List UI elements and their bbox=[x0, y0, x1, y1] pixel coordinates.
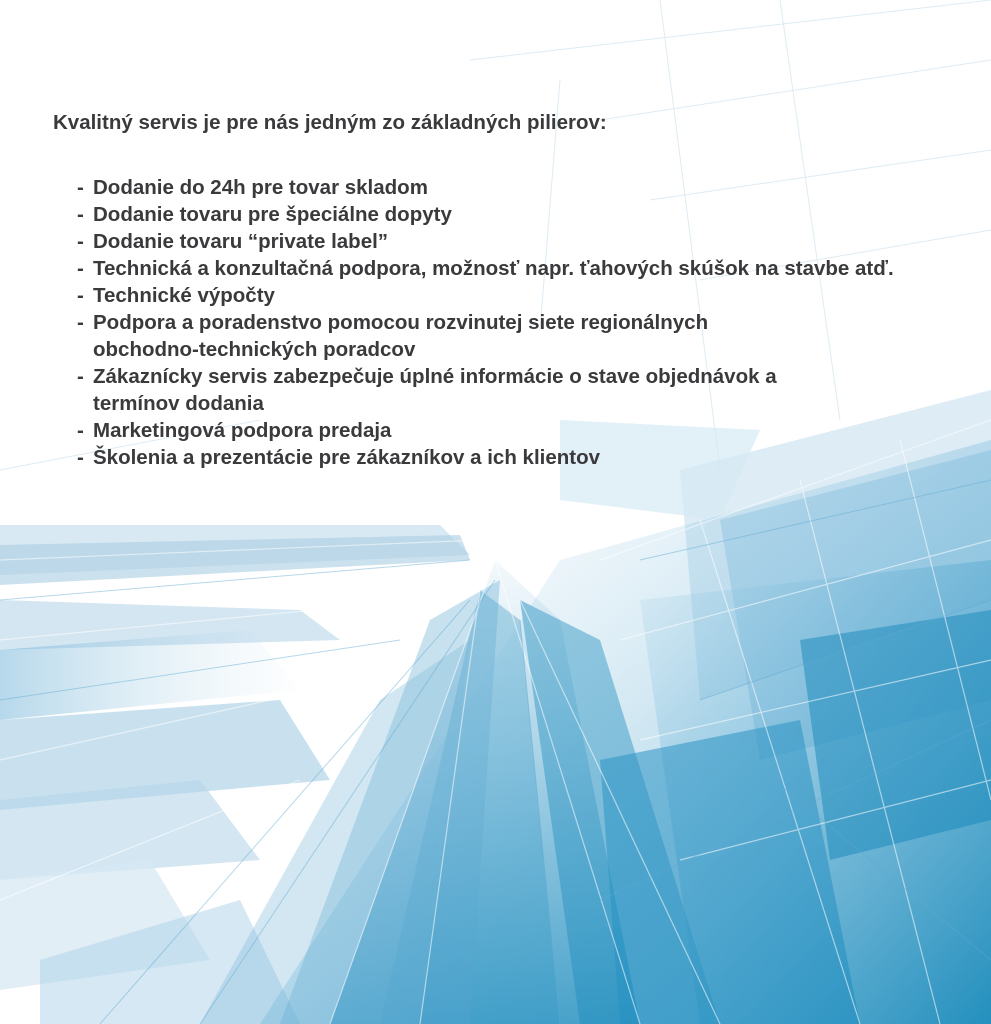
list-item-text: Školenia a prezentácie pre zákazníkov a ich klientov bbox=[93, 446, 601, 469]
list-item-text: Dodanie tovaru “private label” bbox=[93, 230, 389, 253]
intro-heading: Kvalitný servis je pre nás jedným zo základných pilierov: bbox=[53, 111, 607, 134]
bullet-dash: - bbox=[77, 419, 84, 442]
services-list bbox=[53, 174, 973, 471]
list-item bbox=[77, 174, 973, 201]
bullet-dash: - bbox=[77, 311, 84, 334]
bullet-dash: - bbox=[77, 446, 84, 469]
list-item bbox=[77, 255, 973, 282]
bullet-dash: - bbox=[77, 230, 84, 253]
list-item bbox=[77, 309, 973, 363]
service-text-block bbox=[53, 110, 973, 471]
list-item bbox=[77, 282, 973, 309]
list-item-text: Technická a konzultačná podpora, možnosť napr. ťahových skúšok na stavbe atď. bbox=[93, 257, 894, 280]
list-item bbox=[77, 417, 973, 444]
bullet-dash: - bbox=[77, 284, 84, 307]
list-item-text: Marketingová podpora predaja bbox=[93, 419, 392, 442]
bullet-dash: - bbox=[77, 176, 84, 199]
list-item-text: Zákaznícky servis zabezpečuje úplné informácie o stave objednávok a termínov dodania bbox=[93, 365, 777, 415]
list-item bbox=[77, 444, 973, 471]
list-item-text: Dodanie tovaru pre špeciálne dopyty bbox=[93, 203, 452, 226]
list-item bbox=[77, 201, 973, 228]
bullet-dash: - bbox=[77, 203, 84, 226]
list-item bbox=[77, 363, 973, 417]
list-item-text: Dodanie do 24h pre tovar skladom bbox=[93, 176, 428, 199]
bullet-dash: - bbox=[77, 257, 84, 280]
bullet-dash: - bbox=[77, 365, 84, 388]
list-item-text: Technické výpočty bbox=[93, 284, 275, 307]
list-item-text: Podpora a poradenstvo pomocou rozvinutej siete regionálnych obchodno-technických poradcov bbox=[93, 311, 709, 361]
list-item bbox=[77, 228, 973, 255]
